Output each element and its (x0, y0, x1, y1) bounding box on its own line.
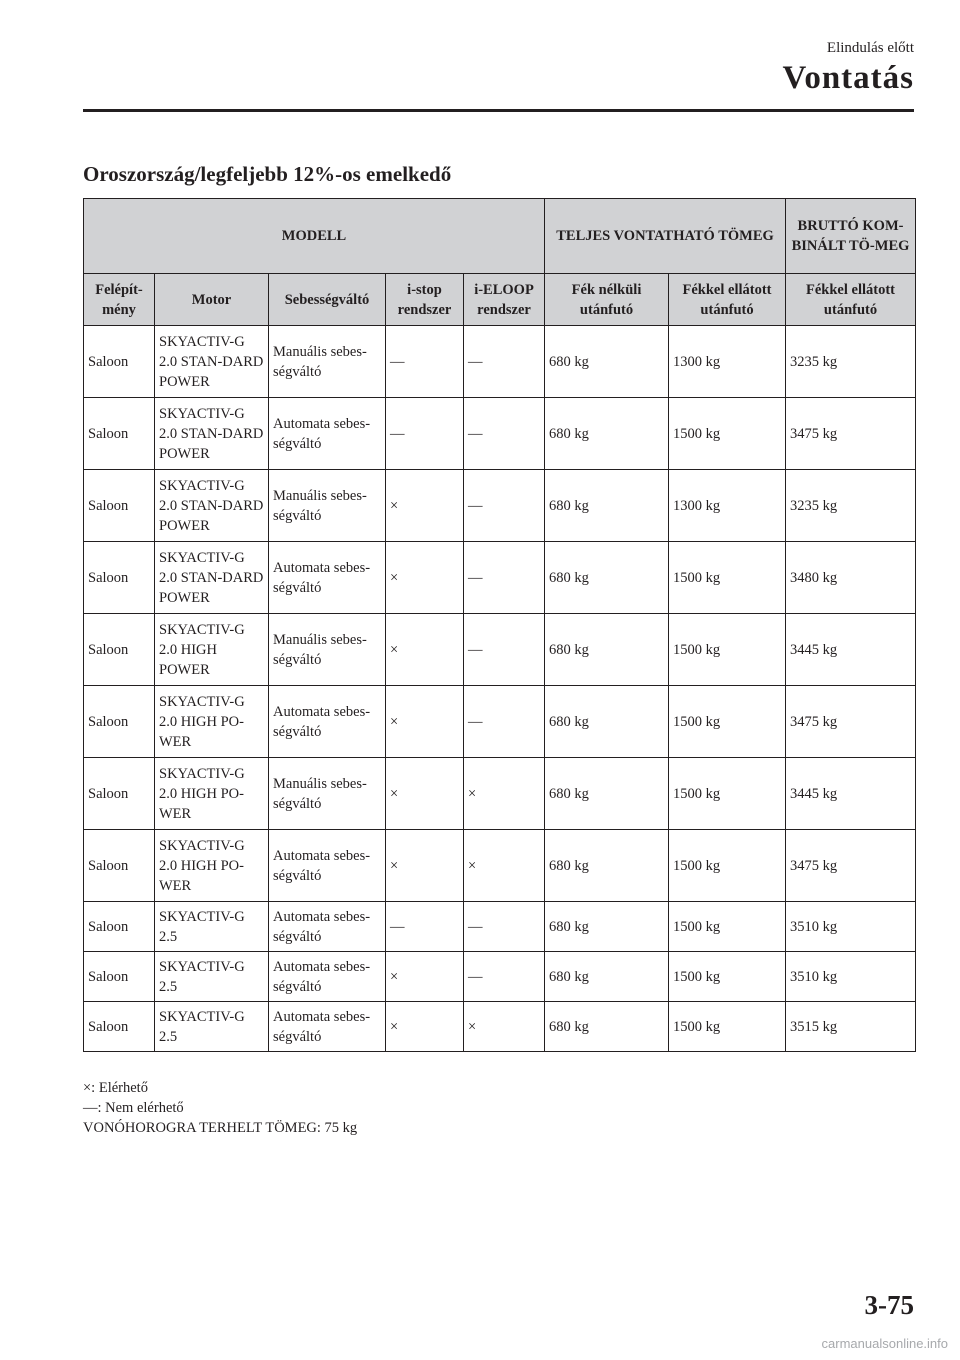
cell-istop: — (386, 398, 464, 470)
cell-braked: 1500 kg (669, 830, 786, 902)
col-engine: Motor (155, 274, 269, 326)
table-row (84, 952, 916, 1002)
cell-body: Saloon (84, 686, 155, 758)
cell-engine: SKYACTIV-G 2.5 (155, 1002, 269, 1052)
cell-unbraked: 680 kg (545, 758, 669, 830)
cell-gross: 3475 kg (786, 398, 916, 470)
col-gross-braked: Fékkel ellátott utánfutó (786, 274, 916, 326)
cell-unbraked: 680 kg (545, 1002, 669, 1052)
cell-engine: SKYACTIV-G 2.5 (155, 952, 269, 1002)
table-row (84, 614, 916, 686)
cell-gearbox: Automata sebes-ségváltó (269, 902, 386, 952)
cell-ieloop: — (464, 614, 545, 686)
cell-braked: 1500 kg (669, 1002, 786, 1052)
cell-istop: × (386, 758, 464, 830)
table-row (84, 758, 916, 830)
cell-ieloop: — (464, 542, 545, 614)
cell-istop: — (386, 902, 464, 952)
cell-braked: 1500 kg (669, 686, 786, 758)
cell-gross: 3445 kg (786, 614, 916, 686)
table-row (84, 398, 916, 470)
table-row (84, 326, 916, 398)
table-row (84, 902, 916, 952)
cell-gross: 3480 kg (786, 542, 916, 614)
cell-body: Saloon (84, 758, 155, 830)
cell-istop: × (386, 686, 464, 758)
col-ieloop: i-ELOOP rendszer (464, 274, 545, 326)
cell-gross: 3235 kg (786, 326, 916, 398)
cell-gearbox: Automata sebes-ségváltó (269, 952, 386, 1002)
cell-unbraked: 680 kg (545, 470, 669, 542)
cell-ieloop: × (464, 758, 545, 830)
section-title: Oroszország/legfeljebb 12%-os emelkedő (83, 162, 452, 186)
cell-gross: 3515 kg (786, 1002, 916, 1052)
cell-gearbox: Automata sebes-ségváltó (269, 1002, 386, 1052)
legend-not-available: —: Nem elérhető (83, 1100, 184, 1116)
cell-body: Saloon (84, 830, 155, 902)
col-body: Felépít-mény (84, 274, 155, 326)
cell-braked: 1500 kg (669, 902, 786, 952)
header-gross-combined: BRUTTÓ KOM-BINÁLT TÖ-MEG (786, 199, 916, 274)
page-title: Vontatás (782, 60, 914, 96)
cell-engine: SKYACTIV-G 2.0 HIGH PO-WER (155, 830, 269, 902)
cell-ieloop: × (464, 830, 545, 902)
cell-gearbox: Automata sebes-ségváltó (269, 830, 386, 902)
cell-braked: 1500 kg (669, 758, 786, 830)
col-istop: i-stop rendszer (386, 274, 464, 326)
cell-ieloop: — (464, 952, 545, 1002)
col-unbraked: Fék nélküli utánfutó (545, 274, 669, 326)
cell-ieloop: — (464, 326, 545, 398)
cell-gearbox: Automata sebes-ségváltó (269, 542, 386, 614)
cell-ieloop: — (464, 902, 545, 952)
cell-istop: — (386, 326, 464, 398)
cell-gross: 3510 kg (786, 902, 916, 952)
cell-body: Saloon (84, 542, 155, 614)
cell-engine: SKYACTIV-G 2.0 STAN-DARD POWER (155, 326, 269, 398)
cell-braked: 1300 kg (669, 470, 786, 542)
cell-body: Saloon (84, 902, 155, 952)
table-row (84, 470, 916, 542)
cell-istop: × (386, 830, 464, 902)
cell-ieloop: — (464, 470, 545, 542)
cell-body: Saloon (84, 952, 155, 1002)
cell-gearbox: Manuális sebes-ségváltó (269, 470, 386, 542)
cell-engine: SKYACTIV-G 2.0 HIGH PO-WER (155, 758, 269, 830)
watermark: carmanualsonline.info (821, 1336, 948, 1351)
cell-gross: 3235 kg (786, 470, 916, 542)
cell-istop: × (386, 952, 464, 1002)
cell-unbraked: 680 kg (545, 398, 669, 470)
cell-unbraked: 680 kg (545, 952, 669, 1002)
cell-istop: × (386, 1002, 464, 1052)
cell-ieloop: — (464, 398, 545, 470)
towing-table (83, 198, 916, 1052)
table-row (84, 1002, 916, 1052)
table-row (84, 830, 916, 902)
cell-unbraked: 680 kg (545, 686, 669, 758)
table-row (84, 542, 916, 614)
legend-hitch-load: VONÓHOROGRA TERHELT TÖMEG: 75 kg (83, 1120, 358, 1136)
cell-gross: 3445 kg (786, 758, 916, 830)
cell-gross: 3510 kg (786, 952, 916, 1002)
cell-body: Saloon (84, 326, 155, 398)
cell-gearbox: Manuális sebes-ségváltó (269, 614, 386, 686)
cell-braked: 1300 kg (669, 326, 786, 398)
cell-gross: 3475 kg (786, 830, 916, 902)
cell-braked: 1500 kg (669, 952, 786, 1002)
cell-engine: SKYACTIV-G 2.0 HIGH PO-WER (155, 686, 269, 758)
header-section: Elindulás előtt (826, 40, 914, 56)
header-divider (83, 109, 914, 112)
legend (83, 1078, 357, 1138)
cell-engine: SKYACTIV-G 2.0 STAN-DARD POWER (155, 470, 269, 542)
cell-ieloop: × (464, 1002, 545, 1052)
cell-unbraked: 680 kg (545, 326, 669, 398)
col-gearbox: Sebességváltó (269, 274, 386, 326)
cell-gearbox: Automata sebes-ségváltó (269, 686, 386, 758)
cell-braked: 1500 kg (669, 542, 786, 614)
cell-gross: 3475 kg (786, 686, 916, 758)
cell-istop: × (386, 542, 464, 614)
cell-unbraked: 680 kg (545, 614, 669, 686)
cell-braked: 1500 kg (669, 398, 786, 470)
cell-body: Saloon (84, 1002, 155, 1052)
cell-engine: SKYACTIV-G 2.0 STAN-DARD POWER (155, 542, 269, 614)
cell-braked: 1500 kg (669, 614, 786, 686)
col-braked: Fékkel ellátott utánfutó (669, 274, 786, 326)
cell-gearbox: Automata sebes-ségváltó (269, 398, 386, 470)
cell-istop: × (386, 614, 464, 686)
cell-unbraked: 680 kg (545, 902, 669, 952)
header-total-towable: TELJES VONTATHATÓ TÖMEG (545, 199, 786, 274)
cell-engine: SKYACTIV-G 2.0 STAN-DARD POWER (155, 398, 269, 470)
table-row (84, 686, 916, 758)
cell-gearbox: Manuális sebes-ségváltó (269, 326, 386, 398)
page-number: 3-75 (864, 1290, 914, 1320)
cell-engine: SKYACTIV-G 2.0 HIGH POWER (155, 614, 269, 686)
cell-body: Saloon (84, 614, 155, 686)
cell-unbraked: 680 kg (545, 830, 669, 902)
cell-unbraked: 680 kg (545, 542, 669, 614)
cell-gearbox: Manuális sebes-ségváltó (269, 758, 386, 830)
legend-available: ×: Elérhető (83, 1080, 148, 1096)
header-model: MODELL (84, 199, 545, 274)
cell-engine: SKYACTIV-G 2.5 (155, 902, 269, 952)
cell-body: Saloon (84, 470, 155, 542)
cell-body: Saloon (84, 398, 155, 470)
cell-ieloop: — (464, 686, 545, 758)
cell-istop: × (386, 470, 464, 542)
